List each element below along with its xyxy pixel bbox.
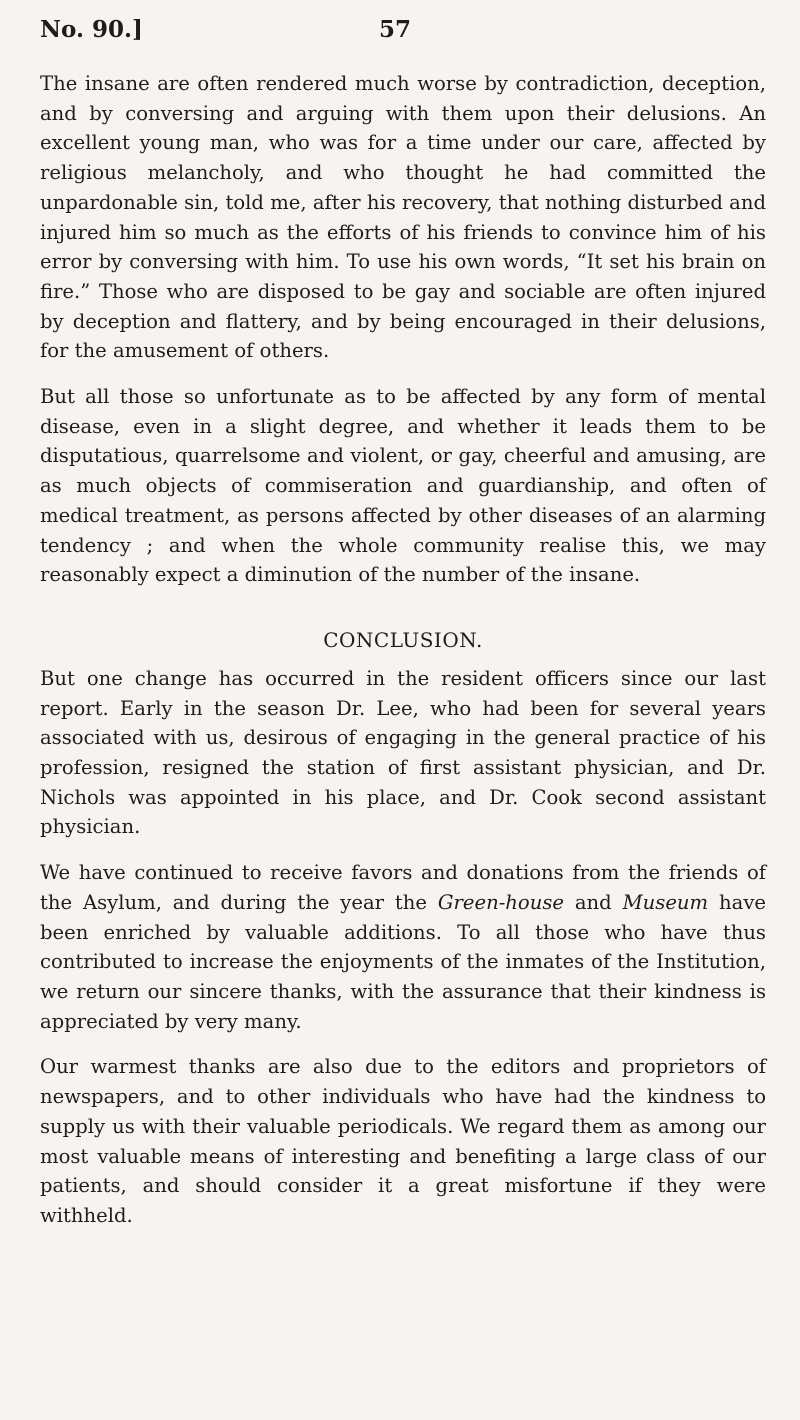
paragraph-favors-donations [40,858,766,1036]
paragraph-resident-officers: But one change has occurred in the resident officers since our last report. Early in the season Dr. Lee, who had been for several years associated with us, desirous of engaging in the general practice of his profession, resigned the station of first assistant physician, and Dr. Nichols was appointed in his place, and Dr. Cook second assistant physician. [40,666,766,839]
green-house-term: Green-house [437,890,564,914]
section-heading-conclusion: CONCLUSION. [323,627,483,652]
body-text [40,69,766,1231]
page-header [40,8,750,48]
favors-text-2: and [564,890,623,914]
paragraph-newspaper-thanks: Our warmest thanks are also due to the editors and proprietors of newspapers, and to other individuals who have had the kindness to supply us with their valuable periodicals. We regard them as among our most valuable means of interesting and benefiting a large class of our patients, and should consider it a great misfortune if they were withheld. [40,1055,766,1227]
favors-text-1: We have continued to receive favors and donations from the friends of the Asylum, and during the year the [40,861,766,914]
museum-term: Museum [622,890,709,914]
favors-text-3: have been enriched by valuable additions. To all those who have thus contributed to increase the enjoyments of the inmates of the Institution, we return our sincere thanks, with the assurance that their kindness is appreciated by very many. [40,890,766,1033]
paragraph-mental-disease: But all those so unfortunate as to be affected by any form of mental disease, even in a slight degree, and whether it leads them to be disputatious, quarrelsome and violent, or gay, cheerful and amusing, are as much objects of commiseration and guardianship, and often of medical treatment, as persons affected by other diseases of an alarming tendency ; and when the whole community realise this, we may reasonably expect a diminution of the number of the insane. [40,385,766,587]
page-number: 57 [379,16,412,43]
paragraph-insane-delusions: The insane are often rendered much worse by contradiction, deception, and by conversing and arguing with them upon their delusions. An excellent young man, who was for a time under our care, affected by religious melancholy, and who thought he had committed the unpardonable sin, told me, after his recovery, that nothing disturbed and injured him so much as the efforts of his friends to convince him of his error by conversing with him. To use his own words, “It set his brain on fire.” Those who are disposed to be gay and sociable are often injured by deception and flattery, and by being encouraged in their delusions, for the amusement of others. [40,72,767,363]
issue-number: No. 90.] [40,16,143,43]
